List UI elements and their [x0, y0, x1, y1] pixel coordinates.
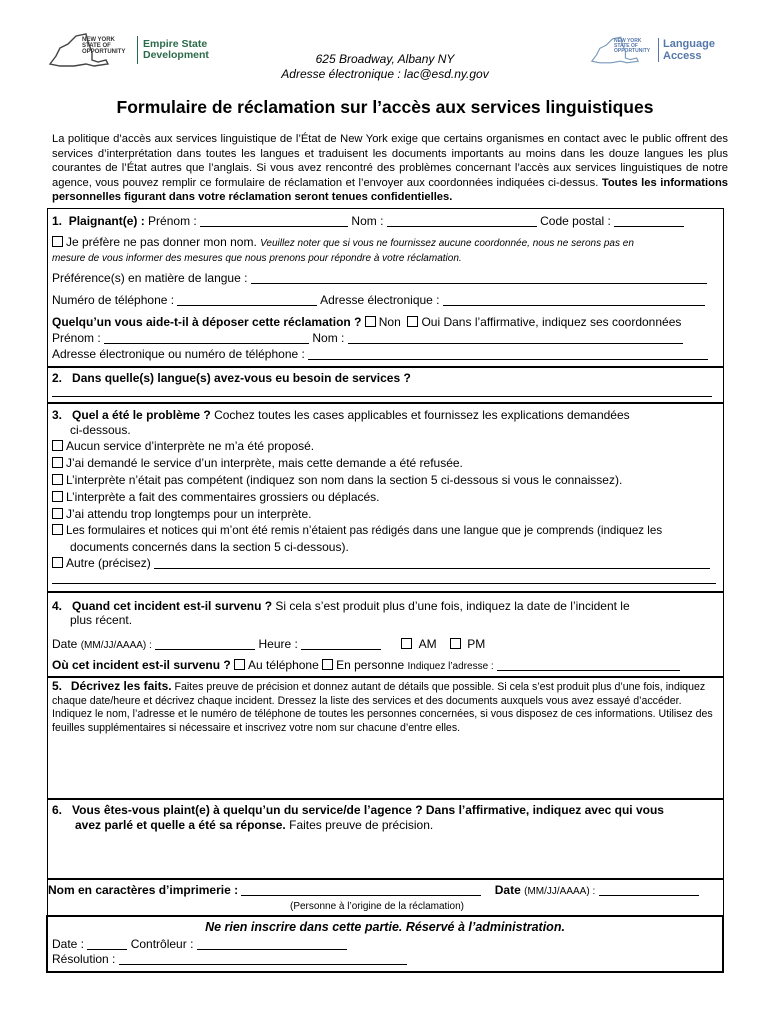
header-address: 625 Broadway, Albany NY — [315, 52, 455, 66]
s3-opt-1-label: J’ai demandé le service d’un interprète, mais cette demande a été refusée. — [66, 456, 463, 470]
sign-sub: (Personne à l’origine de la réclamation) — [290, 901, 464, 912]
s5-num: 5. — [52, 679, 63, 693]
s4-adr-label: Indiquez l’adresse : — [407, 661, 494, 672]
s3-opt-0-label: Aucun service d’interprète ne m’a été proposé. — [66, 439, 315, 453]
sign-date-fmt: (MM/JJ/AAAA) : — [524, 886, 596, 897]
s1-code-field[interactable] — [614, 215, 684, 227]
s5-text: Faites preuve de précision et donnez autant de détails que possible. Si cela s’est produit plus d’une fois, indiquez chaque date/heure et décrivez chaque incident. Dressez la liste des services et des documents auxquels vous avez essayé d’accéder. Indiquez le nom, l’adresse et le numéro de téléphone de toutes les personnes concernées, si vous disposez de ces informations. Utilisez des feuilles supplémentaires si nécessaire et inscrivez votre nom sur chacune d’entre elles. — [52, 681, 713, 734]
s6-label: Vous êtes-vous plaint(e) à quelqu’un du service/de l’agence ? Dans l’affirmative, indiquez avec qui vous — [72, 803, 664, 817]
s1-nom-field[interactable] — [387, 215, 537, 227]
sign-date-label: Date — [494, 883, 521, 897]
esd-logo-line2: Development — [143, 49, 209, 61]
s6-num: 6. — [52, 803, 63, 817]
s3-num: 3. — [52, 408, 63, 422]
sign-nom-label: Nom en caractères d’imprimerie : — [48, 883, 239, 897]
s2-row — [52, 370, 411, 386]
s1-oui-checkbox[interactable] — [407, 316, 418, 327]
s4-label3: plus récent. — [70, 613, 133, 627]
s3-opt-4 — [52, 506, 311, 522]
s5-label: Décrivez les faits. — [70, 679, 172, 693]
s4-date-label: Date — [52, 637, 78, 651]
s3-autre — [52, 555, 710, 571]
s1-non-checkbox[interactable] — [365, 316, 376, 327]
s3-label: Quel a été le problème ? — [72, 408, 211, 422]
s1-row-aide-names — [52, 330, 683, 346]
s3-opt-2-checkbox[interactable] — [52, 474, 63, 485]
s4-row-label — [52, 598, 630, 614]
s3-opt-2-label: L’interprète n’était pas compétent (indiquez son nom dans la section 5 ci-dessous si vous le connaissez). — [66, 473, 623, 487]
s4-heure-field[interactable] — [301, 638, 381, 650]
s3-opt-5-label: Les formulaires et notices qui m’ont été remis n’étaient pas rédigés dans une langue que je comprends (indiquez les — [66, 524, 663, 537]
s5-content — [52, 680, 716, 735]
s1-aide-contact-label: Adresse électronique ou numéro de téléphone : — [52, 347, 305, 361]
s1-row2 — [52, 234, 634, 252]
admin-date-label: Date : — [52, 937, 85, 951]
s1-anon-note2: mesure de vous informer des mesures que nous prenons pour répondre à votre réclamation. — [52, 253, 462, 264]
s6-row — [52, 802, 664, 818]
s4-pers-label: En personne — [336, 658, 405, 672]
s1-aide-nom-label: Nom : — [312, 331, 345, 345]
admin-row1 — [52, 936, 347, 952]
s4-date-field[interactable] — [155, 638, 255, 650]
s3-opt-5-checkbox[interactable] — [52, 524, 63, 535]
s1-anon-note1: Veuillez noter que si vous ne fournissez aucune coordonnée, nous ne serons pas en — [260, 238, 634, 249]
s4-label2: Si cela s’est produit plus d’une fois, indiquez la date de l’incident le — [275, 599, 630, 613]
sign-row — [48, 882, 699, 900]
s3-autre-line2[interactable] — [52, 583, 716, 584]
header-email: Adresse électronique : lac@esd.ny.gov — [281, 67, 489, 81]
s1-aide-nom-field[interactable] — [348, 332, 683, 344]
s1-num: 1. — [52, 214, 63, 228]
s4-date-fmt: (MM/JJ/AAAA) : — [80, 640, 152, 651]
s3-opt-2 — [52, 472, 622, 488]
s1-aide-prenom-label: Prénom : — [52, 331, 101, 345]
s4-heure-label: Heure : — [258, 637, 298, 651]
s4-pm-label: PM — [467, 637, 486, 651]
s1-code-label: Code postal : — [540, 214, 611, 228]
sign-nom-field[interactable] — [241, 884, 481, 896]
s1-row-langue — [52, 270, 707, 286]
s3-autre-label: Autre (précisez) — [66, 556, 151, 570]
s3-opt-5 — [52, 523, 662, 539]
admin-controleur-label: Contrôleur : — [130, 937, 194, 951]
s1-email-label: Adresse électronique : — [320, 293, 440, 307]
s2-label: Dans quelle(s) langue(s) avez-vous eu besoin de services ? — [72, 371, 411, 385]
s1-aide-label: Quelqu’un vous aide-t-il à déposer cette réclamation ? — [52, 315, 362, 329]
admin-resolution-label: Résolution : — [52, 952, 116, 966]
s4-row-date — [52, 636, 485, 654]
s3-label3: ci-dessous. — [70, 423, 131, 437]
s6-answer-area[interactable] — [70, 836, 710, 874]
s3-opt-0 — [52, 438, 314, 454]
s3-autre-checkbox[interactable] — [52, 557, 63, 568]
s4-tel-label: Au téléphone — [248, 658, 319, 672]
sign-date-field[interactable] — [599, 884, 699, 896]
intro-bold: Toutes les informations personnelles figurant dans votre réclamation seront tenues confidentielles. — [52, 176, 728, 203]
s4-row-ou — [52, 657, 680, 675]
s1-anon-checkbox[interactable] — [52, 236, 63, 247]
s1-anon-label: Je préfère ne pas donner mon nom. — [66, 235, 257, 249]
s1-nom-label: Nom : — [351, 214, 384, 228]
s3-autre-field[interactable] — [154, 557, 710, 569]
s3-opt-4-label: J’ai attendu trop longtemps pour un interprète. — [66, 507, 312, 521]
s3-label2: Cochez toutes les cases applicables et fournissez les explications demandées — [214, 408, 630, 422]
admin-row2 — [52, 951, 407, 967]
la-badge: NEW YORK STATE OF OPPORTUNITY — [614, 37, 651, 54]
esd-logo-line1: Empire State — [143, 38, 208, 50]
esd-badge: NEW YORK STATE OF OPPORTUNITY — [82, 37, 126, 55]
admin-date-field[interactable] — [87, 938, 127, 950]
s1-tel-label: Numéro de téléphone : — [52, 293, 175, 307]
s6-label2: avez parlé et quelle a été sa réponse. — [75, 818, 286, 832]
s4-pers-checkbox[interactable] — [322, 659, 333, 670]
s1-aide-contact-field[interactable] — [308, 348, 708, 360]
s3-opt-5b: documents concernés dans la section 5 ci-dessous). — [70, 540, 349, 554]
s4-pm-checkbox[interactable] — [450, 638, 461, 649]
s1-non-label: Non — [378, 315, 401, 329]
page-title: Formulaire de réclamation sur l’accès aux services linguistiques — [116, 97, 654, 117]
intro-paragraph — [52, 132, 728, 205]
s2-answer-line[interactable] — [52, 396, 712, 397]
s1-langue-field[interactable] — [251, 272, 707, 284]
s4-num: 4. — [52, 599, 63, 613]
s4-tel-checkbox[interactable] — [234, 659, 245, 670]
admin-title: Ne rien inscrire dans cette partie. Réservé à l’administration. — [205, 920, 565, 934]
s4-ou-label: Où cet incident est-il survenu ? — [52, 658, 231, 672]
s3-opt-4-checkbox[interactable] — [52, 508, 63, 519]
s1-prenom-label: Prénom : — [148, 214, 197, 228]
s3-row-label — [52, 407, 630, 423]
s3-opt-3 — [52, 489, 380, 505]
la-logo-line2: Access — [663, 50, 702, 62]
s2-num: 2. — [52, 371, 63, 385]
s3-opt-1 — [52, 455, 463, 471]
s1-prenom-field[interactable] — [200, 215, 348, 227]
s1-email-field[interactable] — [443, 294, 705, 306]
la-logo-line1: Language — [663, 38, 715, 50]
s6-label3: Faites preuve de précision. — [289, 818, 434, 832]
s1-langue-label: Préférence(s) en matière de langue : — [52, 271, 248, 285]
s4-label: Quand cet incident est-il survenu ? — [72, 599, 273, 613]
s1-row1 — [52, 213, 684, 229]
s3-opt-1-checkbox[interactable] — [52, 457, 63, 468]
admin-resolution-field[interactable] — [119, 953, 407, 965]
intro-text: La politique d’accès aux services linguistique de l’État de New York exige que certains organismes en contact avec le public offrent des services d’interprétation dans toutes les langues et traduisent les documents importants au moins dans les douze langues les plus courantes de l’État autres que l’anglais. Si vous avez rencontré des problèmes concernant l’accès aux services linguistiques de notre agence, vous pouvez remplir ce formulaire de réclamation et l’envoyer aux coordonnées indiquées ci-dessus. — [52, 133, 728, 189]
s1-row-tel — [52, 292, 705, 308]
s1-label: Plaignant(e) : — [68, 214, 145, 228]
s6-row2 — [75, 817, 433, 833]
s4-am-label: AM — [418, 637, 437, 651]
admin-controleur-field[interactable] — [197, 938, 347, 950]
s1-tel-field[interactable] — [177, 294, 317, 306]
s1-row-aide — [52, 314, 681, 330]
s4-am-checkbox[interactable] — [401, 638, 412, 649]
s4-adr-field[interactable] — [497, 659, 680, 671]
s1-aide-suite: Dans l’affirmative, indiquez ses coordonnées — [443, 315, 682, 329]
s3-opt-3-label: L’interprète a fait des commentaires grossiers ou déplacés. — [66, 490, 380, 504]
s3-opt-0-checkbox[interactable] — [52, 440, 63, 451]
s1-oui-label: Oui — [421, 315, 441, 329]
s5-answer-area[interactable] — [70, 740, 710, 794]
s1-aide-prenom-field[interactable] — [104, 332, 309, 344]
s1-row-aide-contact — [52, 346, 708, 362]
s3-opt-3-checkbox[interactable] — [52, 491, 63, 502]
